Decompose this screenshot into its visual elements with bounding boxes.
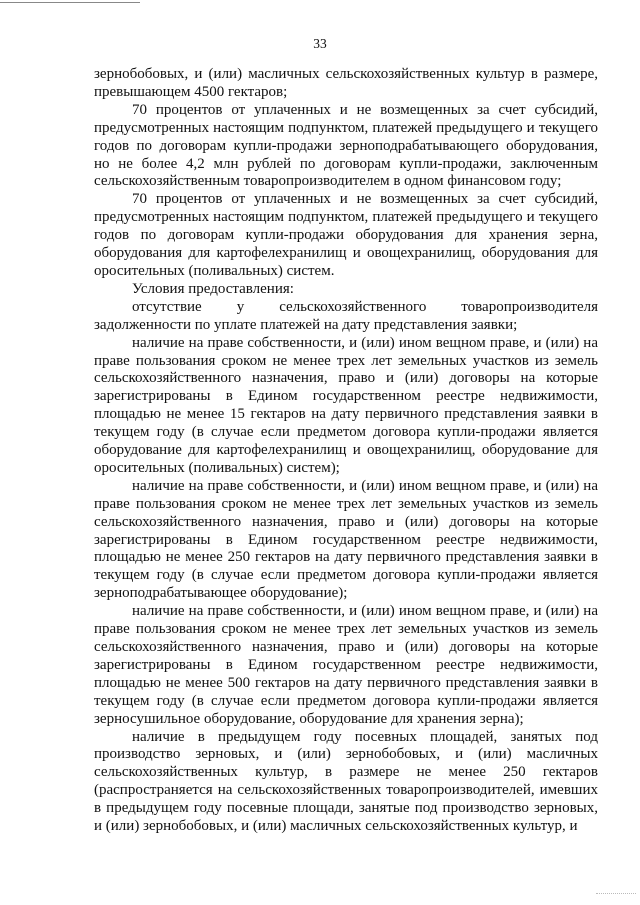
page-number: 33 <box>313 36 327 51</box>
paragraph: 70 процентов от уплаченных и не возмещенных за счет субсидий, предусмотренных настоящим подпунктом, платежей предыдущего и текущего годов по договорам купли-продажи зерноподрабатывающего оборудования, но не более 4,2 млн рублей по договорам купли-продажи, заключенным сельскохозяйственным товаропроизводителем в одном финансовом году; <box>94 101 598 190</box>
paragraph: зернобобовых, и (или) масличных сельскохозяйственных культур в размере, превышающем 4500 гектаров; <box>94 66 598 100</box>
paragraph: 70 процентов от уплаченных и не возмещенных за счет субсидий, предусмотренных настоящим подпунктом, платежей предыдущего и текущего годов по договорам купли-продажи оборудования для хранения зерна, оборудования для картофелехранилищ и овощехранилищ, оборудования для оросительных (поливальных) систем. <box>94 191 598 279</box>
paragraph-heading: Условия предоставления: <box>132 280 294 297</box>
paragraph: наличие на праве собственности, и (или) ином вещном праве, и (или) на праве пользования сроком не менее трех лет земельных участков из земель сельскохозяйственного назначения, право и (или) договоры на которые зарегистрированы в Едином государственном реестре недвижимости, площадью не менее 250 гектаров на дату первичного представления заявки в текущем году (в случае если предметом договора купли-продажи является зерноподрабатывающее оборудование); <box>94 477 598 602</box>
paragraph: наличие в предыдущем году посевных площадей, занятых под производство зерновых, и (или) зернобобовых, и (или) масличных сельскохозяйственных культур, в размере не менее 250 гектаров (распространяется на сельскохозяйственных товаропроизводителей, имевших в предыдущем году посевные площади, занятые под производство зерновых, и (или) зернобобовых, и (или) масличных сельскохозяйственных культур, и <box>94 728 598 835</box>
paragraph: наличие на праве собственности, и (или) ином вещном праве, и (или) на праве пользования сроком не менее трех лет земельных участков из земель сельскохозяйственного назначения, право и (или) договоры на которые зарегистрированы в Едином государственном реестре недвижимости, площадью не менее 15 гектаров на дату первичного представления заявки в текущем году (в случае если предметом договора купли-продажи является оборудование для картофелехранилищ и овощехранилищ, оборудование для оросительных (поливальных) систем); <box>94 334 598 476</box>
header-rule <box>0 2 140 3</box>
paragraph: отсутствие у сельскохозяйственного товаропроизводителя задолженности по уплате платежей на дату представления заявки; <box>94 298 598 333</box>
paragraph: наличие на праве собственности, и (или) ином вещном праве, и (или) на праве пользования сроком не менее трех лет земельных участков из земель сельскохозяйственного назначения, право и (или) договоры на которые зарегистрированы в Едином государственном реестре недвижимости, площадью не менее 500 гектаров на дату первичного представления заявки в текущем году (в случае если предметом договора купли-продажи является зерносушильное оборудование, оборудование для хранения зерна); <box>94 603 598 727</box>
scan-edge-mark <box>596 893 636 902</box>
document-body <box>94 66 598 836</box>
